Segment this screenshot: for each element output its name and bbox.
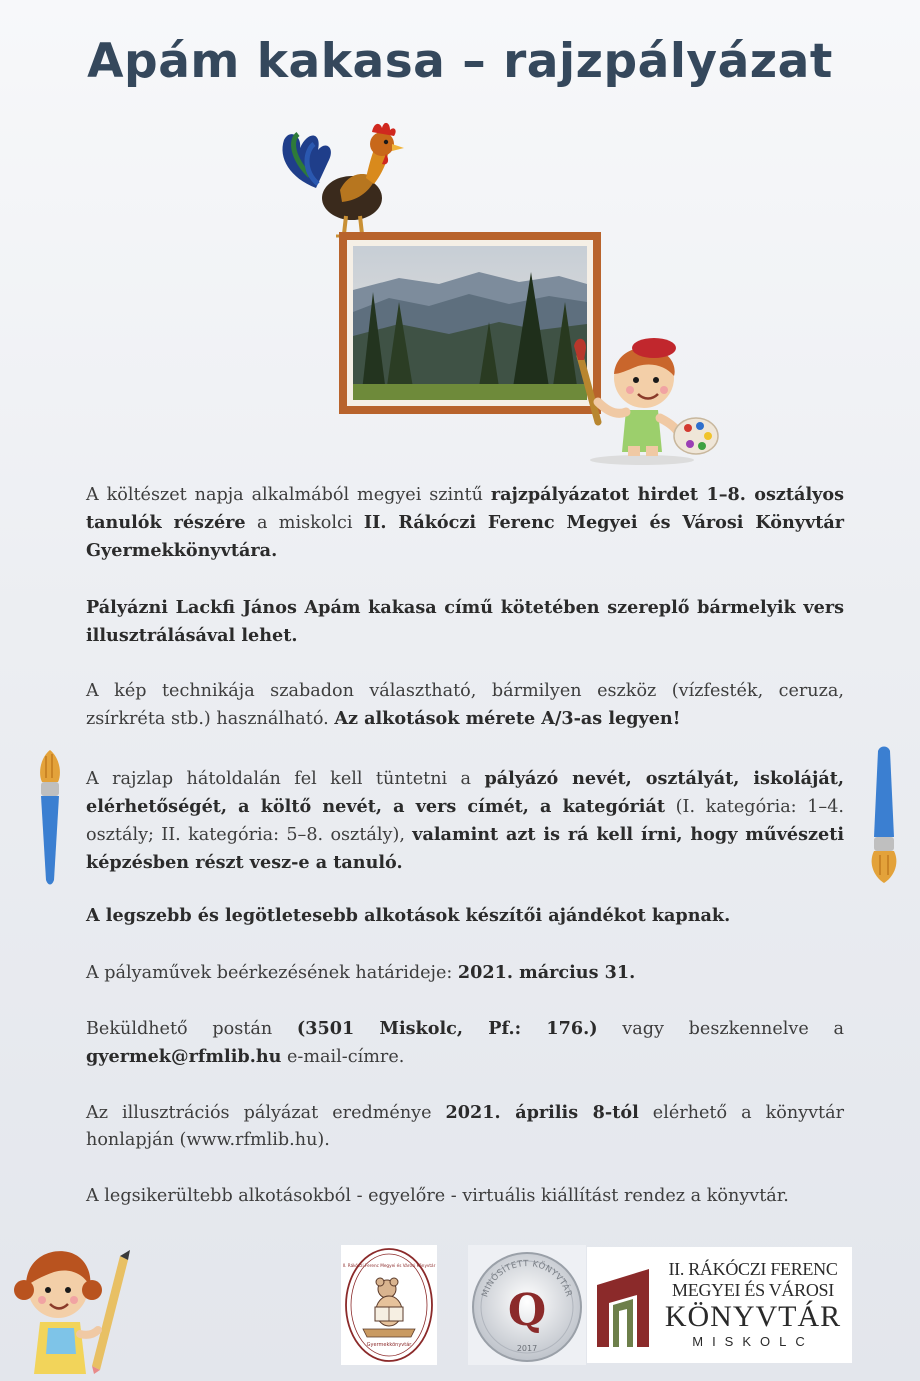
quality-library-seal: [468, 1245, 586, 1365]
deadline-paragraph: [86, 959, 844, 987]
deadline-text: A pályaművek beérkezésének határideje:: [86, 963, 458, 983]
postal-address: (3501 Miskolc, Pf.: 176.): [296, 1018, 598, 1039]
prize-bold-text: A legszebb és legötletesebb alkotások készítői ajándékot kapnak.: [86, 905, 731, 926]
submission-text-2: vagy beszkennelve a: [597, 1019, 844, 1039]
entry-paragraph: [86, 594, 844, 650]
library-name-line1: II. RÁKÓCZI FERENC: [668, 1259, 838, 1279]
deadline-date: 2021. március 31.: [457, 962, 636, 983]
technique-bold-size: Az alkotások mérete A/3-as legyen!: [334, 708, 681, 729]
submission-text-3: e-mail-címre.: [281, 1047, 405, 1067]
quality-seal-year: 2017: [516, 1344, 538, 1353]
requirements-categories: (I. kategória: 1–4. osztály; II. kategória: 5–8. osztály),: [86, 797, 845, 845]
requirements-bold-training: valamint azt is rá kell írni, hogy művészeti képzésben részt vesz-e a tanuló.: [86, 824, 845, 873]
intro-paragraph: [86, 481, 844, 565]
library-wordmark-logo: [587, 1247, 852, 1363]
requirements-paragraph: [86, 765, 844, 877]
intro-text-2: a miskolci: [245, 513, 364, 533]
library-name-line4: MISKOLC: [692, 1334, 814, 1349]
gyermek-logo-bottom-text: Gyermekkönyvtár: [366, 1342, 412, 1348]
library-building-icon: [593, 1265, 653, 1351]
results-text: Az illusztrációs pályázat eredménye: [86, 1103, 446, 1123]
girl-with-pencil-illustration: [2, 1242, 142, 1374]
submission-paragraph: [86, 1015, 844, 1071]
prize-paragraph: [86, 902, 844, 930]
requirements-bold-fields: pályázó nevét, osztályát, iskoláját, elérhetőségét, a költő nevét, a vers címét, a kategóriát: [86, 768, 844, 817]
library-name-line2: MEGYEI ÉS VÁROSI: [672, 1280, 834, 1300]
submission-text: Beküldhető postán: [86, 1019, 297, 1039]
exhibition-paragraph: [86, 1183, 844, 1210]
results-paragraph: [86, 1099, 844, 1154]
technique-paragraph: [86, 678, 844, 733]
intro-bold-library: II. Rákóczi Ferenc Megyei és Városi Könyvtár Gyermekkönyvtára.: [86, 512, 845, 561]
quality-seal-letter: Q: [507, 1285, 547, 1336]
child-painter-illustration: [562, 326, 722, 466]
exhibition-text: A legsikerültebb alkotásokból - egyelőre - virtuális kiállítást rendez a könyvtár.: [86, 1186, 789, 1206]
technique-text: A kép technikája szabadon választható, bármilyen eszköz (vízfesték, ceruza, zsírkréta stb.) használható.: [86, 681, 844, 729]
email-link[interactable]: gyermek@rfmlib.hu: [86, 1046, 282, 1067]
library-name-line3: KÖNYVTÁR: [664, 1300, 842, 1333]
intro-text: A költészet napja alkalmából megyei szintű: [86, 485, 491, 505]
results-date: 2021. április 8-tól: [445, 1102, 639, 1123]
paintbrush-left-illustration: [30, 748, 70, 888]
requirements-text: A rajzlap hátoldalán fel kell tüntetni a: [86, 769, 485, 789]
quality-seal-arc-text: MINŐSÍTETT KÖNYVTÁR: [480, 1258, 574, 1299]
entry-bold-text: Pályázni Lackfi János Apám kakasa című kötetében szereplő bármelyik vers illusztrálásával lehet.: [86, 597, 844, 646]
paintbrush-right-illustration: [864, 745, 906, 885]
childrens-library-logo: [341, 1245, 437, 1365]
results-text-2: elérhető a könyvtár honlapján (www.rfmlib.hu).: [86, 1103, 845, 1150]
rooster-illustration: [270, 118, 420, 243]
gyermek-logo-top-text: II. Rákóczi Ferenc Megyei és Városi Könyvtár: [342, 1263, 436, 1268]
intro-bold-competition: rajzpályázatot hirdet 1–8. osztályos tanulók részére: [86, 484, 844, 533]
poster-title: Apám kakasa – rajzpályázat: [87, 34, 833, 89]
